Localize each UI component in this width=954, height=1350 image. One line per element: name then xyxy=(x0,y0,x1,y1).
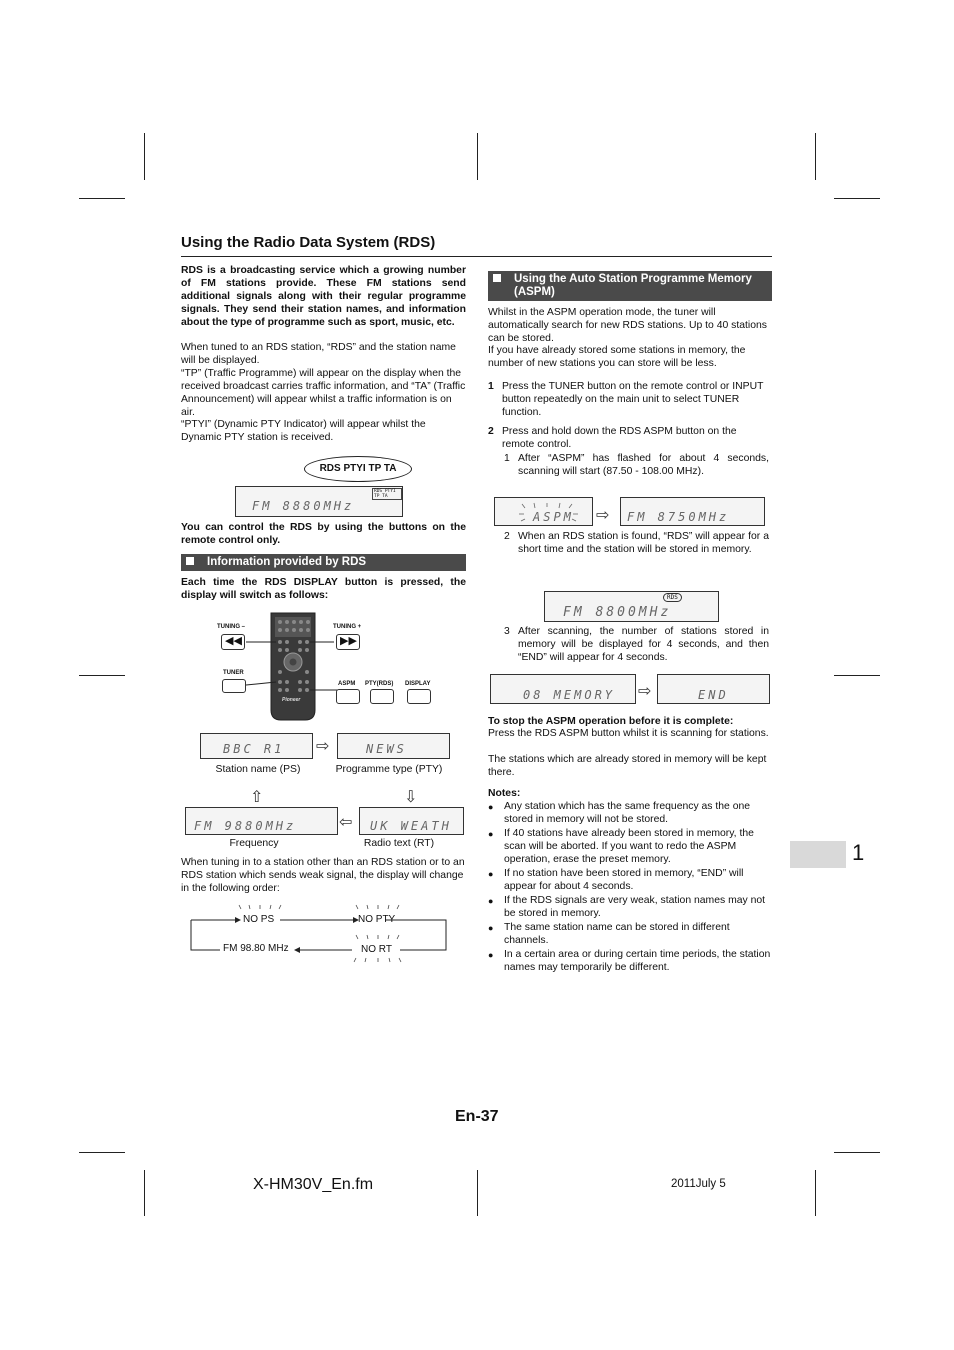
rds-indicator-bubble xyxy=(304,456,412,482)
lcd-fm-8750 xyxy=(620,497,765,526)
sub-step-1-number: 1 xyxy=(504,453,510,464)
chapter-tab xyxy=(790,841,846,868)
rds-indicator-text: RDS PTYI TP TA xyxy=(319,463,397,474)
notes-heading: Notes: xyxy=(488,788,521,799)
lcd-programme-type xyxy=(337,733,450,759)
intro-p3: “PTYI” (Dynamic PTY Indicator) will appear whilst the Dynamic PTY station is received. xyxy=(181,419,426,443)
lcd-frequency xyxy=(185,807,338,835)
sub-step-2-number: 2 xyxy=(504,531,510,542)
square-bullet-icon xyxy=(186,557,194,565)
aspm-p2: If you have already stored some stations in memory, the number of new stations you can store will be less. xyxy=(488,345,746,369)
sub-step-2-text: When an RDS station is found, “RDS” will appear for a short time and the station will be stored in memory. xyxy=(518,531,769,555)
stop-p2: The stations which are already stored in memory will be kept there. xyxy=(488,754,767,778)
arrow-down-icon: ⇩ xyxy=(404,787,418,806)
intro-p2: “TP” (Traffic Programme) will appear on the display when the received broadcast carries traffic information, and “TA” (Traffic Announcement) will appear whilst a traffic information is on air. xyxy=(181,368,466,418)
lcd-end xyxy=(657,674,770,704)
pty-rds-button[interactable] xyxy=(370,689,394,704)
crop-mark xyxy=(79,675,125,676)
arrow-up-icon: ⇧ xyxy=(250,787,264,806)
bullet-icon: ● xyxy=(488,923,494,933)
section-heading-aspm xyxy=(488,271,772,301)
lcd-memory xyxy=(490,674,636,704)
tuner-button[interactable] xyxy=(222,679,246,693)
sec1-lead: Each time the RDS DISPLAY button is pressed, the display will switch as follows: xyxy=(181,577,466,601)
lcd-text: NEWS xyxy=(366,742,407,756)
title-rule xyxy=(181,256,772,257)
step-1-number: 1 xyxy=(488,381,494,392)
fast-forward-icon: ▶▶ xyxy=(340,635,357,647)
lcd-fm-8800-rds xyxy=(544,591,719,622)
section-heading-text: Using the Auto Station Programme Memory (ASPM) xyxy=(514,273,752,298)
rewind-icon: ◀◀ xyxy=(225,635,242,647)
crop-mark xyxy=(834,198,880,199)
control-note: You can control the RDS by using the buttons on the remote control only. xyxy=(181,522,466,546)
lcd-text: END xyxy=(698,688,729,702)
lcd-aspm-flashing xyxy=(494,497,593,526)
flow-fm-frequency: FM 98.80 MHz xyxy=(223,943,289,954)
crop-mark xyxy=(477,133,478,180)
tuner-label: TUNER xyxy=(223,670,244,676)
lcd-text: FM 8880MHz xyxy=(252,499,355,513)
note-item: If 40 stations have already been stored in memory, the scan will be aborted. If you want to redo the ASPM operation, erase the preset memory. xyxy=(504,828,754,865)
step-1-text: Press the TUNER button on the remote control or INPUT button repeatedly on the main unit to select TUNER function. xyxy=(502,381,764,418)
crop-mark xyxy=(144,133,145,180)
arrow-left-icon: ⇦ xyxy=(339,812,353,831)
pty-label: PTY(RDS) xyxy=(365,681,394,687)
lcd-text: FM 8750MHz xyxy=(627,510,730,524)
caption-frequency: Frequency xyxy=(229,838,279,849)
aspm-p1: Whilst in the ASPM operation mode, the tuner will automatically search for new RDS stations. Up to 40 stations can be stored. xyxy=(488,307,767,344)
step-2-text: Press and hold down the RDS ASPM button on the remote control. xyxy=(502,426,737,450)
rds-tag: RDS xyxy=(663,593,682,602)
bullet-icon: ● xyxy=(488,896,494,906)
section-heading-text: Information provided by RDS xyxy=(207,556,367,568)
footer-filename: X-HM30V_En.fm xyxy=(253,1176,374,1193)
remote-brand-logo: Pioneer xyxy=(282,697,301,703)
weak-signal-text: When tuning in to a station other than an RDS station or to an RDS station which sends weak signal, the display will change in the following order: xyxy=(181,857,465,894)
sub-step-3-text: After scanning, the number of stations stored in memory will be displayed for 4 seconds, and then “END” will appear for 4 seconds. xyxy=(518,626,769,663)
page-title: Using the Radio Data System (RDS) xyxy=(181,234,436,251)
note-item: The same station name can be stored in different channels. xyxy=(504,922,730,946)
stop-p1: Press the RDS ASPM button whilst it is scanning for stations. xyxy=(488,728,769,739)
lcd-text: 08 MEMORY xyxy=(523,688,616,702)
caption-radio-text: Radio text (RT) xyxy=(363,838,435,849)
caption-station-name: Station name (PS) xyxy=(215,764,301,775)
lcd-text: ASPM xyxy=(533,510,574,524)
crop-mark xyxy=(144,1170,145,1216)
bullet-icon: ● xyxy=(488,869,494,879)
bullet-icon: ● xyxy=(488,950,494,960)
weak-signal-flow-diagram xyxy=(185,903,455,968)
lcd-text: BBC R1 xyxy=(223,742,285,756)
bullet-icon: ● xyxy=(488,829,494,839)
lcd-text: UK WEATH xyxy=(370,819,452,833)
step-2-number: 2 xyxy=(488,426,494,437)
flash-rays-icon xyxy=(519,502,579,524)
tuning-minus-button[interactable] xyxy=(221,634,245,650)
crop-mark xyxy=(834,1152,880,1153)
crop-mark xyxy=(79,198,125,199)
lcd-text: FM 8800MHz xyxy=(563,605,672,620)
crop-mark xyxy=(815,133,816,180)
note-item: Any station which has the same frequency as the one stored in memory will not be stored. xyxy=(504,801,751,825)
sub-step-3-number: 3 xyxy=(504,626,510,637)
lcd-display-fm xyxy=(235,486,403,517)
footer-date: 2011July 5 xyxy=(671,1178,726,1190)
sub-step-1-text: After “ASPM” has flashed for about 4 seconds, scanning will start (87.50 - 108.00 MHz). xyxy=(518,453,769,477)
flow-no-pty: NO PTY xyxy=(358,914,396,925)
intro-bold: RDS is a broadcasting service which a growing number of FM stations provide. These FM stations send additional signals along with their regular programme signals. They send their station names, and information about the type of programme such as sport, music, etc. xyxy=(181,265,466,328)
lcd-radio-text xyxy=(359,807,464,835)
caption-programme-type: Programme type (PTY) xyxy=(335,764,443,775)
aspm-button[interactable] xyxy=(336,689,360,704)
arrow-right-icon: ⇨ xyxy=(638,681,652,700)
square-bullet-icon xyxy=(493,274,501,282)
arrow-right-icon: ⇨ xyxy=(316,736,330,755)
tuning-plus-label: TUNING + xyxy=(333,624,362,630)
stop-heading: To stop the ASPM operation before it is complete: xyxy=(488,716,734,727)
section-heading-rds-info xyxy=(181,554,466,571)
tuning-plus-button[interactable] xyxy=(336,634,360,650)
page-number: En-37 xyxy=(455,1108,499,1125)
arrow-right-icon: ⇨ xyxy=(596,505,610,524)
remote-control-illustration xyxy=(210,610,440,725)
display-label: DISPLAY xyxy=(405,681,431,687)
crop-mark xyxy=(79,1152,125,1153)
chapter-tab-number: 1 xyxy=(852,840,865,865)
note-item: If no station have been stored in memory, “END” will appear for about 4 seconds. xyxy=(504,868,744,892)
flow-no-ps: NO PS xyxy=(243,914,275,925)
rds-display-button[interactable] xyxy=(407,689,431,704)
bullet-icon: ● xyxy=(488,802,494,812)
note-item: In a certain area or during certain time periods, the station names may temporarily be different. xyxy=(504,949,771,973)
crop-mark xyxy=(815,1170,816,1216)
lcd-indicator-tag: RDS PTYI TP TA xyxy=(372,488,402,500)
lcd-text: FM 9880MHz xyxy=(194,819,297,833)
tuning-minus-label: TUNING – xyxy=(217,624,246,630)
intro-p1: When tuned to an RDS station, “RDS” and the station name will be displayed. xyxy=(181,342,456,366)
aspm-label: ASPM xyxy=(338,681,356,687)
crop-mark xyxy=(477,1170,478,1216)
note-item: If the RDS signals are very weak, station names may not be stored in memory. xyxy=(504,895,766,919)
flow-no-rt: NO RT xyxy=(361,944,392,955)
lcd-station-name xyxy=(200,733,313,759)
crop-mark xyxy=(834,675,880,676)
